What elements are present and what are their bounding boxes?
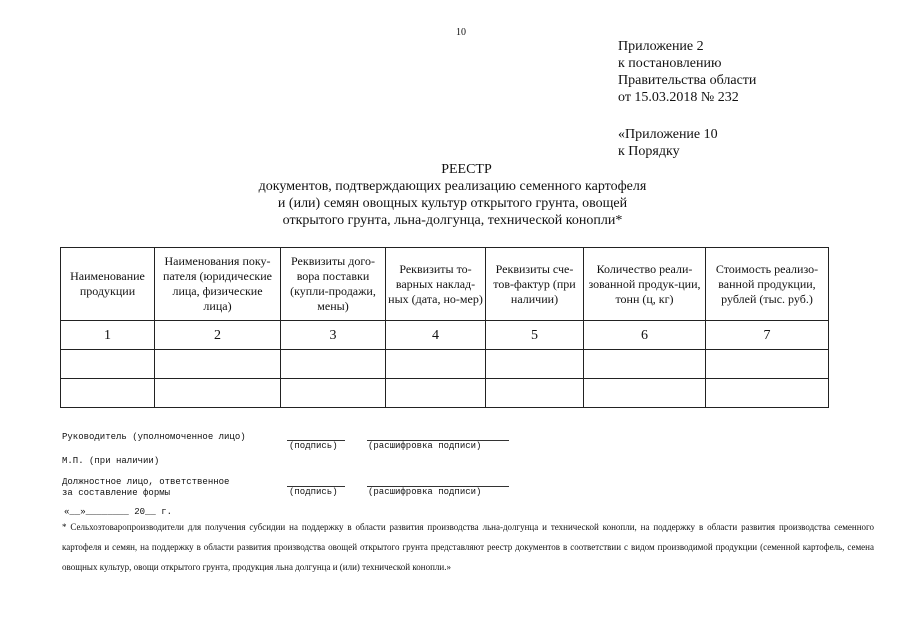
responsible-label: Должностное лицо, ответственное [62, 477, 230, 487]
table-cell [706, 379, 829, 408]
table-cell [584, 379, 706, 408]
date-line: «__»________ 20__ г. [64, 507, 173, 517]
column-number: 5 [486, 321, 584, 350]
title-line: документов, подтверждающих реализацию семенного картофеля [258, 179, 647, 194]
column-number: 6 [584, 321, 706, 350]
column-header: Реквизиты дого-вора поставки (купли-продажи, мены) [281, 248, 386, 321]
table-cell [486, 379, 584, 408]
title-line: и (или) семян овощных культур открытого грунта, овощей [277, 196, 628, 211]
table-cell [386, 379, 486, 408]
column-number: 1 [61, 321, 155, 350]
column-number: 4 [386, 321, 486, 350]
appendix-sub-line: «Приложение 10 [618, 127, 718, 142]
seal-label: М.П. (при наличии) [62, 456, 160, 466]
table-cell [155, 350, 281, 379]
column-header: Наименования поку-пателя (юридические лица, физические лица) [155, 248, 281, 321]
column-number: 2 [155, 321, 281, 350]
title-heading: РЕЕСТР [441, 162, 492, 177]
table-cell [281, 350, 386, 379]
table-cell [706, 350, 829, 379]
table-cell [61, 379, 155, 408]
document-title [0, 161, 905, 229]
table-cell [386, 350, 486, 379]
appendix-line: Правительства области [618, 73, 757, 88]
column-number: 3 [281, 321, 386, 350]
table-cell [584, 350, 706, 379]
column-header: Реквизиты то-варных наклад-ных (дата, но-мер) [386, 248, 486, 321]
decode-hint: (расшифровка подписи) [368, 487, 482, 497]
responsible-label: за составление формы [62, 488, 171, 498]
registry-table [60, 247, 829, 408]
signature-hint: (подпись) [289, 487, 338, 497]
column-header: Реквизиты сче-тов-фактур (при наличии) [486, 248, 584, 321]
appendix-line: к постановлению [618, 56, 722, 71]
table-header-row [61, 248, 829, 321]
title-line: открытого грунта, льна-долгунца, технической конопли* [282, 213, 623, 228]
column-header: Стоимость реализо-ванной продукции, рублей (тыс. руб.) [706, 248, 829, 321]
signature-hint: (подпись) [289, 441, 338, 451]
table-cell [486, 350, 584, 379]
column-number: 7 [706, 321, 829, 350]
table-cell [281, 379, 386, 408]
table-cell [61, 350, 155, 379]
footnote-text: * Сельхозтоваропроизводители для получения субсидии на поддержку в области развития производства льна-долгунца и технической конопли, на поддержку в области развития производства семенного картофеля и семян, на поддержку в области развития производства овощей открытого грунта представляют реестр документов в соответствии с видом производимой продукции (семенной картофель, семена овощных культур, овощи открытого грунта, продукция льна долгунца и (или) технической конопли.» [62, 522, 874, 572]
column-header: Наименование продукции [61, 248, 155, 321]
table-row [61, 379, 829, 408]
appendix-sub-line: к Порядку [618, 144, 680, 159]
head-label: Руководитель (уполномоченное лицо) [62, 432, 246, 442]
column-number-row [61, 321, 829, 350]
column-header: Количество реали-зованной продук-ции, тонн (ц, кг) [584, 248, 706, 321]
decode-hint: (расшифровка подписи) [368, 441, 482, 451]
appendix-line: от 15.03.2018 № 232 [618, 90, 739, 105]
appendix-line: Приложение 2 [618, 39, 704, 54]
page-number: 10 [456, 27, 466, 38]
table-cell [155, 379, 281, 408]
footnote [62, 517, 874, 577]
table-row [61, 350, 829, 379]
appendix-sub [618, 126, 718, 160]
appendix-header [618, 38, 756, 106]
